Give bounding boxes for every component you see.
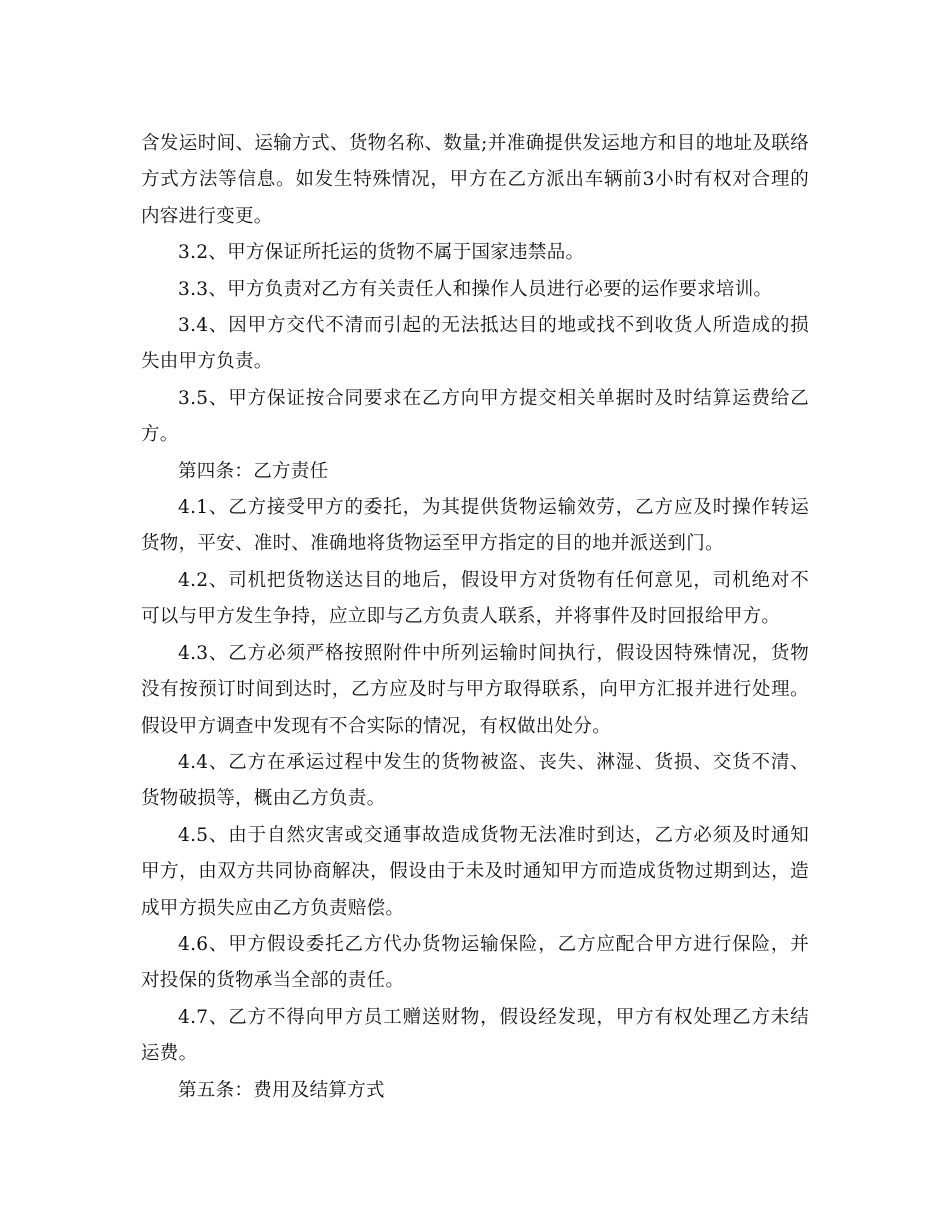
paragraph-continuation: 含发运时间、运输方式、货物名称、数量;并准确提供发运地方和目的地址及联络方式方法等信息。如发生特殊情况，甲方在乙方派出车辆前3小时有权对合理的内容进行变更。 (141, 133, 809, 227)
clause-4-4: 4.4、乙方在承运过程中发生的货物被盗、丧失、淋湿、货损、交货不清、货物破损等，概由乙方负责。 (141, 751, 809, 810)
article-5-heading: 第五条：费用及结算方式 (178, 1079, 385, 1101)
clause-4-5: 4.5、由于自然灾害或交通事故造成货物无法准时到达，乙方必须及时通知甲方，由双方共同协商解决，假设由于未及时通知甲方而造成货物过期到达，造成甲方损失应由乙方负责赔偿。 (141, 824, 809, 919)
clause-4-7: 4.7、乙方不得向甲方员工赠送财物，假设经发现，甲方有权处理乙方未结运费。 (141, 1006, 809, 1065)
clause-3-5: 3.5、甲方保证按合同要求在乙方向甲方提交相关单据时及时结算运费给乙方。 (141, 387, 809, 446)
clause-4-3: 4.3、乙方必须严格按照附件中所列运输时间执行，假设因特殊情况，货物没有按预订时间到达时，乙方应及时与甲方取得联系，向甲方汇报并进行处理。假设甲方调查中发现有不合实际的情况，有权做出处分。 (141, 642, 809, 737)
clause-4-6: 4.6、甲方假设委托乙方代办货物运输保险，乙方应配合甲方进行保险，并对投保的货物承当全部的责任。 (141, 933, 809, 992)
clause-3-2: 3.2、甲方保证所托运的货物不属于国家违禁品。 (178, 242, 585, 264)
clause-4-2: 4.2、司机把货物送达目的地后，假设甲方对货物有任何意见，司机绝对不可以与甲方发生争持，应立即与乙方负责人联系，并将事件及时回报给甲方。 (141, 569, 809, 628)
document-body (141, 126, 809, 1109)
clause-3-4: 3.4、因甲方交代不清而引起的无法抵达目的地或找不到收货人所造成的损失由甲方负责。 (141, 315, 809, 373)
clause-4-1: 4.1、乙方接受甲方的委托，为其提供货物运输效劳，乙方应及时操作转运货物，平安、准时、准确地将货物运至甲方指定的目的地并派送到门。 (141, 497, 809, 555)
clause-3-3: 3.3、甲方负责对乙方有关责任人和操作人员进行必要的运作要求培训。 (178, 278, 773, 300)
article-4-heading: 第四条：乙方责任 (178, 460, 329, 482)
